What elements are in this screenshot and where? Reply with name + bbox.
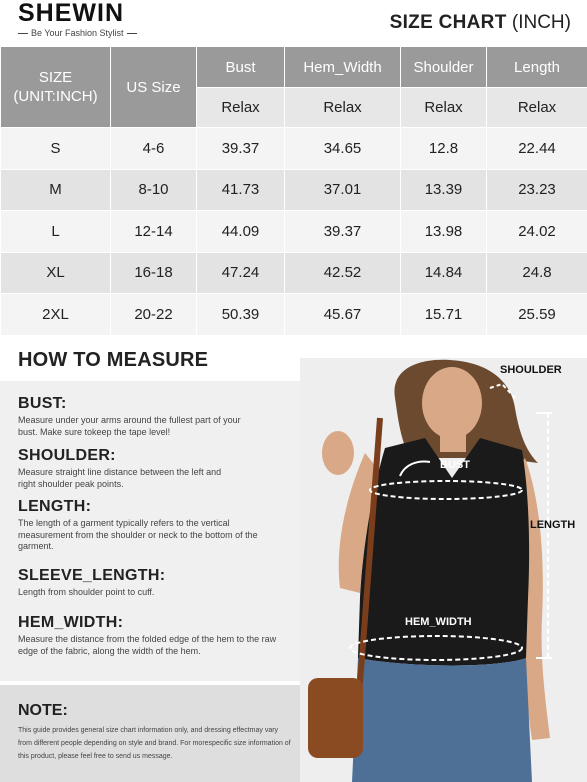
note-heading: NOTE: [18,702,68,719]
hem-width-cell: 45.67 [285,294,401,336]
bust-cell: 47.24 [197,252,285,294]
hem-width-cell: 37.01 [285,169,401,211]
shoulder-fit-header: Relax [401,88,487,128]
shoulder-cell: 13.39 [401,169,487,211]
length-label: LENGTH [530,519,576,531]
us-size-cell: 8-10 [111,169,197,211]
shoulder-cell: 13.98 [401,211,487,253]
shoulder-heading: SHOULDER: [18,447,116,464]
bust-cell: 44.09 [197,211,285,253]
table-row [1,211,587,253]
hem-width-fit-header: Relax [285,88,401,128]
model-illustration [300,358,587,782]
us-size-cell: 12-14 [111,211,197,253]
how-to-measure-title: HOW TO MEASURE [18,349,209,371]
bust-cell: 41.73 [197,169,285,211]
bust-instruction [18,395,288,438]
sleeve-length-instruction [18,567,288,599]
sleeve-length-text: Length from shoulder point to cuff. [18,587,155,597]
bag-shape [308,678,363,758]
shoulder-cell: 15.71 [401,294,487,336]
hem-width-cell: 39.37 [285,211,401,253]
brand-name: SHEWIN [18,0,124,27]
size-chart-title [390,12,571,34]
hem-width-text: Measure the distance from the folded edge of the hem to the raw edge of the fabric, along the width of the hem. [18,634,277,656]
size-cell: L [1,211,111,253]
hem-width-cell: 42.52 [285,252,401,294]
neck-shape [440,430,466,452]
size-cell: S [1,128,111,170]
us-size-cell: 4-6 [111,128,197,170]
length-cell: 24.02 [487,211,587,253]
sleeve-length-heading: SLEEVE_LENGTH: [18,567,166,584]
size-cell: 2XL [1,294,111,336]
length-instruction [18,498,288,553]
note-text: This guide provides general size chart information only, and dressing effectmay vary from different people depending on style and brand. For morespecific size information of this product, please feel free to send us message. [18,727,291,760]
bust-cell: 39.37 [197,128,285,170]
size-chart-title-unit: (INCH) [506,12,571,33]
table-row [1,128,587,170]
hem-width-header: Hem_Width [285,47,401,88]
bust-header: Bust [197,47,285,88]
table-row [1,169,587,211]
shoulder-cell: 14.84 [401,252,487,294]
shoulder-label: SHOULDER [500,364,562,376]
us-size-header: US Size [111,47,197,128]
length-heading: LENGTH: [18,498,92,515]
hand-shape [322,431,354,475]
length-header: Length [487,47,587,88]
length-fit-header: Relax [487,88,587,128]
length-cell: 22.44 [487,128,587,170]
brand-logo [18,0,148,38]
shoulder-header: Shoulder [401,47,487,88]
shoulder-text: Measure straight line distance between the left and right shoulder peak points. [18,467,222,489]
shoulder-instruction [18,447,288,490]
hem-width-instruction [18,614,288,657]
size-header [1,47,111,128]
length-cell: 25.59 [487,294,587,336]
size-header-line2: (UNIT:INCH) [13,88,98,105]
bust-cell: 50.39 [197,294,285,336]
size-header-line1: SIZE [38,69,73,86]
length-cell: 24.8 [487,252,587,294]
hem-width-cell: 34.65 [285,128,401,170]
model-figure [300,358,587,782]
length-cell: 23.23 [487,169,587,211]
bust-text: Measure under your arms around the fullest part of your bust. Make sure tokeep the tape level! [18,415,241,437]
brand-tagline [18,28,148,38]
bust-label: BUST [440,459,470,471]
face-shape [422,367,482,439]
us-size-cell: 16-18 [111,252,197,294]
table-row [1,252,587,294]
bust-fit-header: Relax [197,88,285,128]
shoulder-cell: 12.8 [401,128,487,170]
tagline-text: Be Your Fashion Stylist [31,28,124,38]
table-header-row [1,47,587,88]
bust-heading: BUST: [18,395,67,412]
length-text: The length of a garment typically refers to the vertical measurement from the shoulder or neck to the bottom of the garment. [18,518,258,551]
tank-top-shape [358,438,529,666]
size-chart-title-bold: SIZE CHART [389,12,507,33]
size-cell: XL [1,252,111,294]
jeans-shape [352,658,532,782]
tagline-dash-left [18,33,28,34]
hem-width-heading: HEM_WIDTH: [18,614,124,631]
hem-width-label: HEM_WIDTH [405,616,472,628]
table-row [1,294,587,336]
size-chart-table [0,46,587,336]
size-cell: M [1,169,111,211]
tagline-dash-right [127,33,137,34]
us-size-cell: 20-22 [111,294,197,336]
